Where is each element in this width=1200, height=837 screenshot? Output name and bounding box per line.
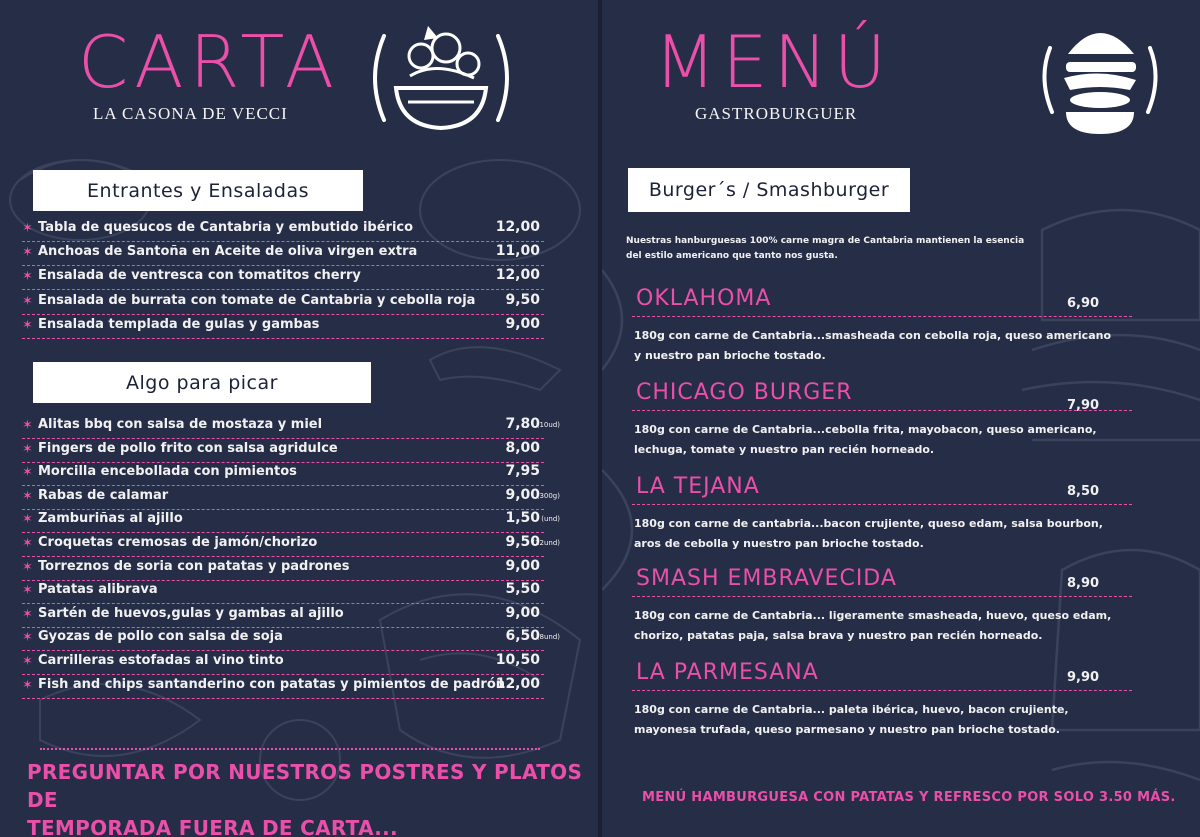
menu-item-price: 9,00 <box>505 315 540 332</box>
star-bullet-icon: ✶ <box>22 583 33 599</box>
burger-intro-line2: del estilo americano que tanto nos gusta. <box>626 251 838 261</box>
menu-item-price: 9,00 <box>505 486 540 503</box>
menu-item-row <box>22 628 560 651</box>
section-title-burgers: Burger´s / Smashburger <box>628 168 910 212</box>
carta-title: CARTA <box>78 20 340 104</box>
star-bullet-icon: ✶ <box>22 654 33 669</box>
burger-description-line2: mayonesa trufada, queso parmesano y nuestro pan brioche tostado. <box>634 723 1060 736</box>
star-bullet-icon: ✶ <box>22 269 33 285</box>
menu-item-name: Ensalada de burrata con tomate de Cantabria y cebolla roja <box>38 292 476 308</box>
menu-item-name: Ensalada de ventresca con tomatitos cherry <box>38 268 361 284</box>
star-bullet-icon: ✶ <box>22 245 33 261</box>
menu-item-price: 9,00 <box>505 604 540 621</box>
star-bullet-icon: ✶ <box>22 293 33 309</box>
right-page <box>602 0 1200 837</box>
menu-item-unit: (300g) <box>536 491 560 500</box>
menu-item-price: 8,00 <box>505 439 540 456</box>
burger-name: SMASH EMBRAVECIDA <box>636 566 897 591</box>
menu-item-row <box>22 316 544 339</box>
postres-notice-line2: TEMPORADA FUERA DE CARTA... <box>27 816 398 837</box>
menu-item-price: 12,00 <box>495 219 540 235</box>
burger-name: CHICAGO BURGER <box>636 380 853 405</box>
burger-intro-line1: Nuestras hanburguesas 100% carne magra de Cantabria mantienen la esencia <box>626 236 1025 246</box>
menu-item-row <box>22 267 544 290</box>
menu-item-price: 9,50 <box>505 291 540 308</box>
menu-item-price: 11,00 <box>495 243 540 260</box>
menu-item-name: Sartén de huevos,gulas y gambas al ajillo <box>38 605 344 621</box>
menu-item-price: 9,00 <box>505 557 540 574</box>
star-bullet-icon: ✶ <box>22 677 33 693</box>
burger-icon <box>1038 8 1162 140</box>
burger-price: 8,90 <box>1067 576 1100 591</box>
menu-item-row <box>22 463 544 486</box>
burger-intro <box>626 234 1024 264</box>
menu-item-row <box>22 416 560 439</box>
burger-name: LA TEJANA <box>636 474 760 499</box>
burger-divider <box>632 316 1132 317</box>
burger-description-line1: 180g con carne de Cantabria... paleta ibérica, huevo, bacon crujiente, <box>634 703 1069 716</box>
burger-description-line2: chorizo, patatas paja, salsa brava y nuestro pan recién horneado. <box>634 629 1043 642</box>
star-bullet-icon: ✶ <box>22 559 33 575</box>
star-bullet-icon: ✶ <box>22 221 33 236</box>
burger-description-line1: 180g con carne de Cantabria... ligeramente smasheada, huevo, queso edam, <box>634 609 1112 622</box>
star-bullet-icon: ✶ <box>22 512 33 528</box>
menu-item-row <box>22 243 544 266</box>
menu-item-name: Zamburiñas al ajillo <box>38 511 183 527</box>
burger-description-line2: y nuestro pan brioche tostado. <box>634 349 826 362</box>
menu-item-name: Patatas alibrava <box>38 582 158 598</box>
menu-item-name: Torreznos de soria con patatas y padrones <box>38 558 350 574</box>
gastroburguer-subtitle: GASTROBURGUER <box>695 104 858 123</box>
burger-description-line1: 180g con carne de cantabria...bacon crujiente, queso edam, salsa bourbon, <box>634 517 1103 530</box>
star-bullet-icon: ✶ <box>22 465 33 481</box>
menu-item-name: Gyozas de pollo con salsa de soja <box>38 629 283 645</box>
menu-item-row <box>22 581 544 604</box>
star-bullet-icon: ✶ <box>22 606 33 622</box>
menu-item-name: Fish and chips santanderino con patatas y pimientos de padrón <box>38 676 506 692</box>
menu-item-row <box>22 676 544 699</box>
menu-item-name: Carrilleras estofadas al vino tinto <box>38 653 284 668</box>
burger-description-line2: lechuga, tomate y nuestro pan recién horneado. <box>634 443 935 456</box>
menu-item-price: 9,50 <box>505 534 540 550</box>
menu-item-unit: (12und) <box>532 539 560 547</box>
menu-item-row <box>22 558 544 581</box>
menu-item-row <box>22 440 544 463</box>
burger-name: OKLAHOMA <box>636 286 772 311</box>
burger-description-line1: 180g con carne de Cantabria...smasheada con cebolla roja, queso americano <box>634 329 1112 342</box>
menu-item-row <box>22 534 560 557</box>
menu-item-name: Fingers de pollo frito con salsa agridulce <box>38 440 338 456</box>
burger-price: 9,90 <box>1067 670 1100 685</box>
left-page <box>0 0 598 837</box>
menu-item-price: 5,50 <box>505 581 540 598</box>
menu-item-name: Alitas bbq con salsa de mostaza y miel <box>38 417 323 432</box>
menu-item-row <box>22 292 544 315</box>
menu-item-name: Ensalada templada de gulas y gambas <box>38 316 320 332</box>
burger-description <box>634 606 1114 646</box>
star-bullet-icon: ✶ <box>22 317 33 333</box>
star-bullet-icon: ✶ <box>22 630 33 646</box>
burger-description <box>634 514 1114 554</box>
section-title-entrantes: Entrantes y Ensaladas <box>33 170 363 211</box>
menu-item-price: 6,50 <box>505 628 540 645</box>
menu-item-unit: (und) <box>541 515 560 524</box>
burger-description <box>634 326 1114 366</box>
menu-item-name: Croquetas cremosas de jamón/chorizo <box>38 535 318 550</box>
burger-price: 7,90 <box>1067 398 1100 413</box>
burger-divider <box>632 410 1132 411</box>
star-bullet-icon: ✶ <box>22 441 33 457</box>
menu-item-row <box>22 486 560 510</box>
burger-divider <box>632 504 1132 505</box>
menu-item-row <box>22 510 560 533</box>
menu-item-name: Rabas de calamar <box>38 487 169 503</box>
menu-item-name: Tabla de quesucos de Cantabria y embutido ibérico <box>38 220 414 235</box>
postres-notice <box>27 758 587 837</box>
burger-price: 8,50 <box>1067 484 1100 499</box>
burger-description <box>634 700 1114 740</box>
menu-item-unit: (10ud) <box>536 421 560 429</box>
menu-item-name: Morcilla encebollada con pimientos <box>38 464 297 480</box>
burger-description-line2: aros de cebolla y nuestro pan brioche tostado. <box>634 537 924 550</box>
menu-item-price: 10,50 <box>495 652 540 668</box>
menu-item-row <box>22 652 544 675</box>
restaurant-subtitle: LA CASONA DE VECCI <box>93 104 288 123</box>
burger-divider <box>632 690 1132 691</box>
menu-title: MENÚ <box>654 20 893 104</box>
star-bullet-icon: ✶ <box>22 418 33 433</box>
menu-item-price: 1,50 <box>505 510 540 527</box>
postres-notice-line1: PREGUNTAR POR NUESTROS POSTRES Y PLATOS DE <box>27 760 583 812</box>
burger-description <box>634 420 1114 460</box>
menu-item-row <box>22 605 544 628</box>
section-title-picar: Algo para picar <box>33 362 371 403</box>
menu-item-price: 12,00 <box>495 267 540 284</box>
burger-price: 6,90 <box>1067 296 1100 311</box>
menu-item-price: 12,00 <box>495 675 540 692</box>
burger-divider <box>632 596 1132 597</box>
menu-item-row <box>22 219 544 242</box>
divider-line <box>40 748 540 750</box>
star-bullet-icon: ✶ <box>22 536 33 551</box>
menu-item-name: Anchoas de Santoña en Aceite de oliva virgen extra <box>38 244 418 260</box>
salad-bowl-icon <box>366 16 516 140</box>
menu-item-price: 7,95 <box>505 463 540 480</box>
menu-item-unit: (8und) <box>536 633 560 642</box>
burger-name: LA PARMESANA <box>636 660 819 685</box>
menu-item-price: 7,80 <box>505 416 540 432</box>
burger-description-line1: 180g con carne de Cantabria...cebolla frita, mayobacon, queso americano, <box>634 423 1097 436</box>
menu-offer-notice: MENÚ HAMBURGUESA CON PATATAS Y REFRESCO POR SOLO 3.50 MÁS. <box>642 790 1176 805</box>
star-bullet-icon: ✶ <box>22 488 33 504</box>
